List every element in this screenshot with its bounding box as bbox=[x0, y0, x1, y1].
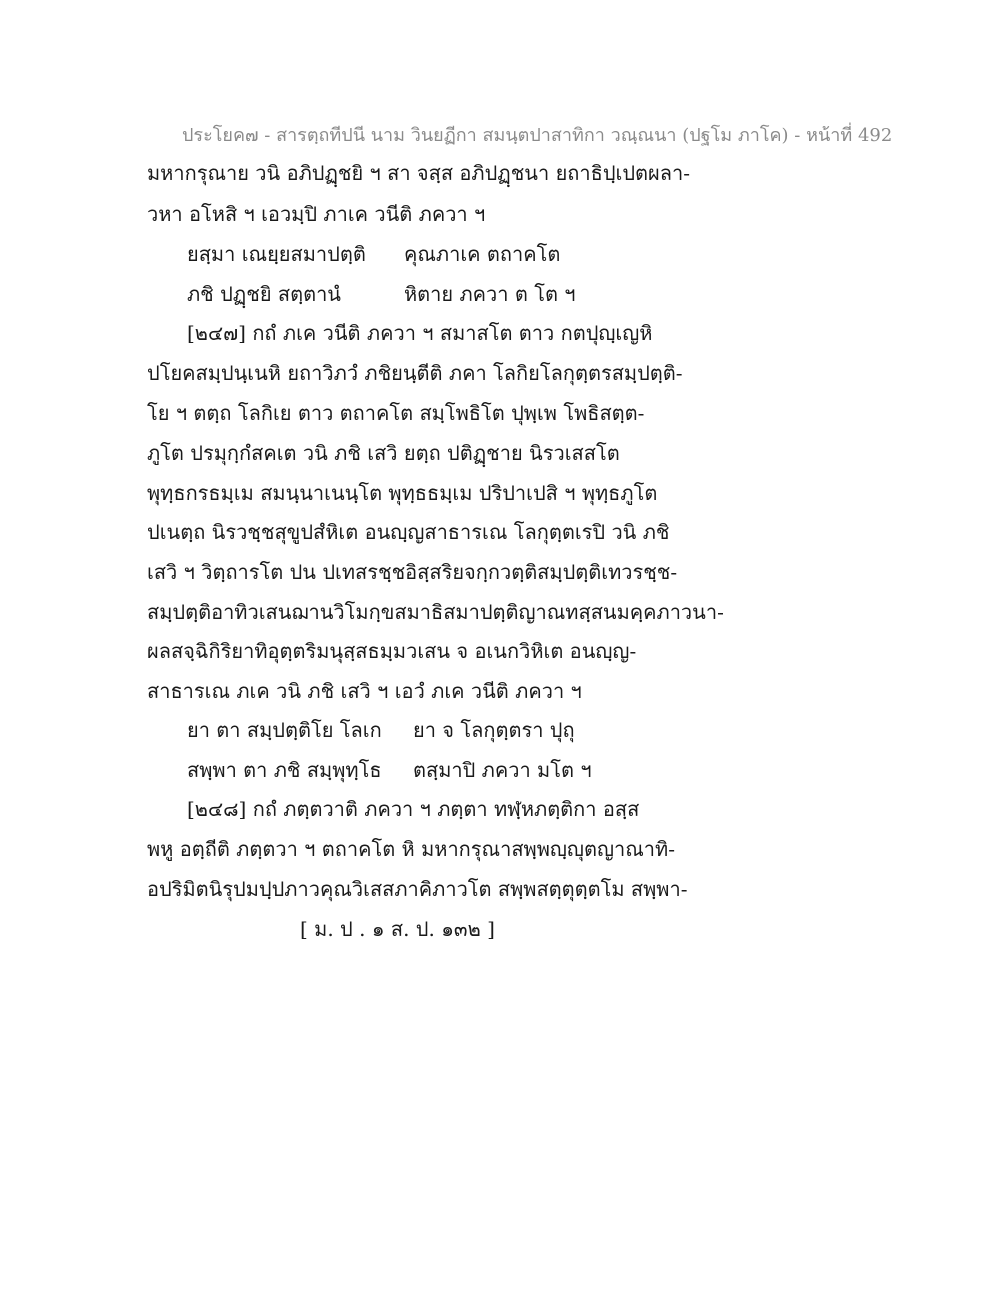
page-reference-footer: [ ม. ป . ๑ ส. ป. ๑๓๒ ] bbox=[300, 917, 495, 941]
verse-line-second-half: หิตาย ภควา ต โต ฯ bbox=[404, 282, 576, 306]
verse-line-first-half: ยา ตา สมฺปตฺติโย โลเก bbox=[187, 718, 382, 742]
verse-line-second-half: ตสฺมาปิ ภควา มโต ฯ bbox=[413, 758, 592, 782]
text-line: พหู อตฺถีติ ภตฺตวา ฯ ตถาคโต หิ มหากรุณาสพฺพญฺญุตญาณาทิ- bbox=[147, 837, 675, 861]
verse-line-first-half: สพฺพา ตา ภชิ สมฺพุทฺโธ bbox=[187, 758, 382, 782]
text-line: พุทฺธกรธมฺเม สมนฺนาเนนฺโต พุทฺธธมฺเม ปริปาเปสิ ฯ พุทฺธภูโต bbox=[147, 481, 658, 505]
text-line: สาธารเณ ภเค วนิ ภชิ เสวิ ฯ เอวํ ภเค วนีติ ภควา ฯ bbox=[147, 679, 582, 703]
verse-line-second-half: คุณภาเค ตถาคโต bbox=[404, 242, 561, 266]
text-line: ภูโต ปรมุกฺกํสคเต วนิ ภชิ เสวิ ยตฺถ ปติฏฺชาย นิรวเสสโต bbox=[147, 441, 620, 465]
text-line: วหา อโหสิ ฯ เอวมฺปิ ภาเค วนีติ ภควา ฯ bbox=[147, 202, 486, 226]
text-line: ผลสจฺฉิกิริยาทิอุตฺตริมนุสฺสธมฺมวเสน จ อเนกวิหิเต อนญฺญ- bbox=[147, 639, 637, 663]
verse-line-first-half: ภชิ ปฏฺชยิ สตฺตานํ bbox=[187, 282, 341, 306]
text-line: สมฺปตฺติอาทิวเสนฌานวิโมกฺขสมาธิสมาปตฺติญาณทสฺสนมคฺคภาวนา- bbox=[147, 600, 724, 624]
text-line: ปเนตฺถ นิรวชฺชสุขูปสํหิเต อนญฺญสาธารเณ โลกุตฺตเรปิ วนิ ภชิ bbox=[147, 520, 670, 544]
text-line: โย ฯ ตตฺถ โลกิเย ตาว ตถาคโต สมฺโพธิโต ปุพฺเพ โพธิสตฺต- bbox=[147, 401, 645, 425]
text-line: เสวิ ฯ วิตฺถารโต ปน ปเทสรชฺชอิสฺสริยจกฺกวตฺติสมฺปตฺติเทวรชฺช- bbox=[147, 560, 678, 584]
verse-line-second-half: ยา จ โลกุตฺตรา ปุถุ bbox=[413, 718, 575, 742]
text-line: ปโยคสมฺปนฺเนหิ ยถาวิภวํ ภชิยนฺตีติ ภคา โลกิยโลกุตฺตรสมฺปตฺติ- bbox=[147, 361, 683, 385]
text-line: อปริมิตนิรุปมปฺปภาวคุณวิเสสภาคิภาวโต สพฺพสตฺตุตฺตโม สพฺพา- bbox=[147, 877, 688, 901]
text-line: มหากรุณาย วนิ อภิปฏฺชยิ ฯ สา จสฺส อภิปฏฺชนา ยถาธิปฺเปตผลา- bbox=[147, 161, 691, 185]
paragraph-start-line: [๒๔๗] กถํ ภเค วนีติ ภควา ฯ สมาสโต ตาว กตปุญฺเญหิ bbox=[187, 321, 653, 345]
page-header: ประโยค๗ - สารตฺถทีปนี นาม วินยฏีกา สมนฺตปาสาทิกา วณฺณนา (ปฐโม ภาโค) - หน้าที่ 492 bbox=[182, 125, 893, 146]
verse-line-first-half: ยสฺมา เณยฺยสมาปตฺติ bbox=[187, 242, 366, 266]
paragraph-start-line: [๒๔๘] กถํ ภตฺตวาติ ภควา ฯ ภตฺตา ทฬฺหภตฺติกา อสฺส bbox=[187, 797, 640, 821]
